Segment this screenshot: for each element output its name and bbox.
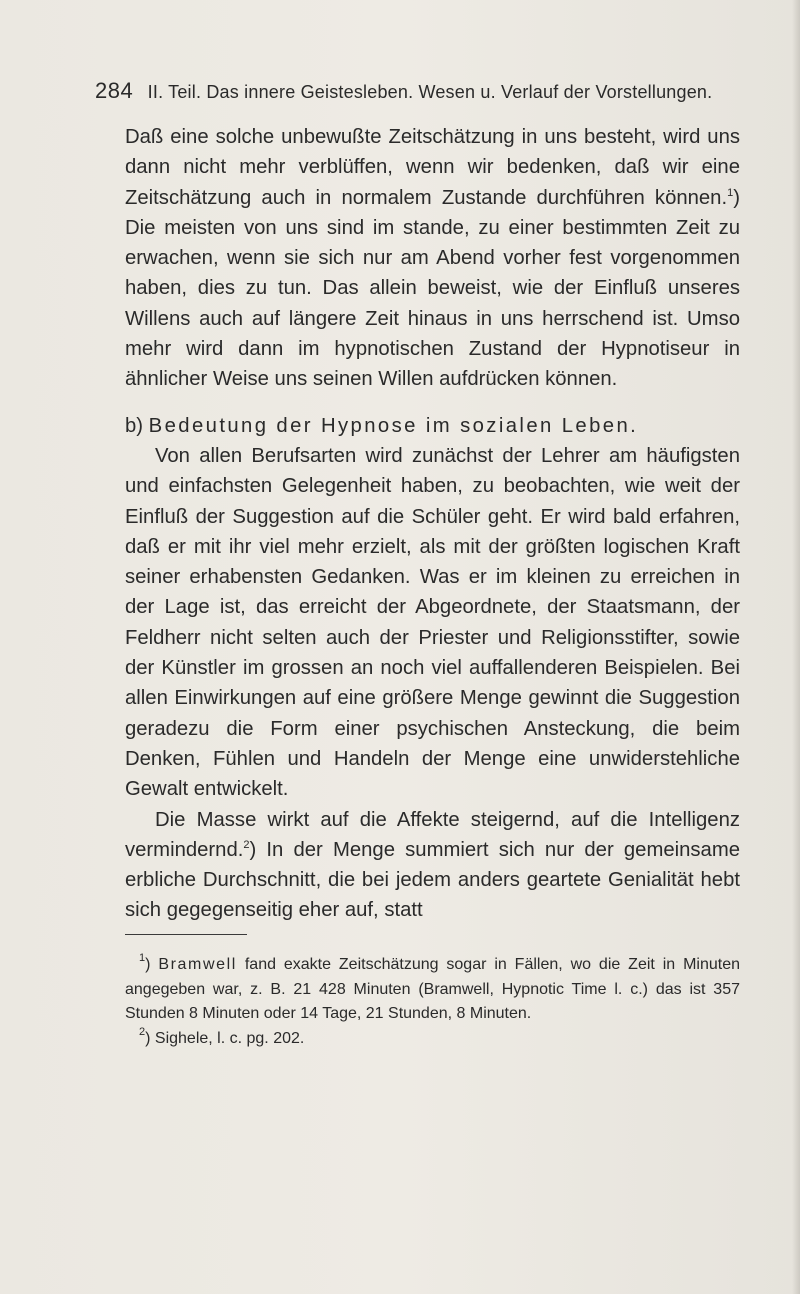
footnote-1-mark: 1 [139, 952, 146, 964]
running-head: II. Teil. Das innere Geistesleben. Wesen u. Verlauf der Vorstellungen. [147, 82, 713, 102]
paragraph-1-part-2: ) Die meisten von uns sind im stande, zu einer bestimmten Zeit zu erwachen, wenn sie sich nur am Abend vorher fest vorgenommen haben, dies zu tun. Das allein beweist, wie der Einfluß unseres Willens auch auf längere Zeit hinaus in uns herrschend ist. Umso mehr wird dann im hypnotischen Zustand der Hypnotiseur in ähnlicher Weise uns seinen Willen aufdrücken können. [125, 186, 740, 391]
footnotes [125, 953, 740, 1051]
footnote-1-text: fand exakte Zeitschätzung sogar in Fällen, wo die Zeit in Minuten angegeben war, z. B. 21 428 Minuten (Bramwell, Hypnotic Time l. c.) das ist 357 Stunden 8 Minuten oder 14 Tage, 21 Stunden, 8 Minuten. [125, 956, 741, 1022]
page-number: 284 [95, 78, 134, 103]
footnote-divider [125, 934, 247, 935]
paragraph-1-part-1: Daß eine solche unbewußte Zeitschätzung in uns besteht, wird uns dann nicht mehr verblüffen, wenn wir bedenken, daß wir eine Zeitschätzung auch in normalem Zustande durchführen können. [125, 126, 740, 209]
page-edge-shadow [792, 0, 800, 1294]
footnote-1 [125, 953, 740, 1027]
section-title: Bedeutung der Hypnose im sozialen Leben. [148, 414, 639, 437]
section-label: b) [125, 414, 149, 437]
paragraph-3-part-2: ) In der Menge summiert sich nur der gemeinsame erbliche Durchschnitt, die bei jedem anders geartete Genialität hebt sich gegegenseitig eher auf, statt [125, 838, 740, 922]
paragraph-3-part-1: Die Masse wirkt auf die Affekte steigernd, auf die Intelligenz vermindernd. [125, 808, 740, 861]
footnote-2 [125, 1027, 740, 1052]
footnote-2-mark: 2 [139, 1025, 146, 1038]
footnote-ref-1: 1 [727, 186, 734, 199]
footnote-2-text: ) Sighele, l. c. pg. 202. [145, 1029, 305, 1047]
paragraph-1 [125, 122, 740, 395]
footnote-1-paren: ) [145, 956, 159, 973]
footnote-ref-2: 2 [243, 838, 250, 851]
section-heading [125, 411, 740, 441]
paragraph-3 [125, 805, 740, 926]
paragraph-2: Von allen Berufsarten wird zunächst der Lehrer am häufigsten und einfachsten Gelegenheit haben, zu beobachten, wie weit der Einfluß der Suggestion auf die Schüler geht. Er wird bald erfahren, daß er mit ihr viel mehr erzielt, als mit der größten logischen Kraft seiner erhabensten Gedanken. Was er im kleinen zu erreichen in der Lage ist, das erreicht der Abgeordnete, der Staatsmann, der Feldherr nicht selten auch der Priester und Religionsstifter, sowie der Künstler im grossen an noch viel auffallenderen Beispielen. Bei allen Einwirkungen auf eine größere Menge gewinnt die Suggestion geradezu die Form einer psychischen Ansteckung, die beim Denken, Fühlen und Handeln der Menge eine unwiderstehliche Gewalt entwickelt. [125, 444, 740, 801]
footnote-1-author: Bramwell [158, 956, 237, 973]
page-header [95, 78, 745, 108]
main-text [125, 122, 740, 926]
